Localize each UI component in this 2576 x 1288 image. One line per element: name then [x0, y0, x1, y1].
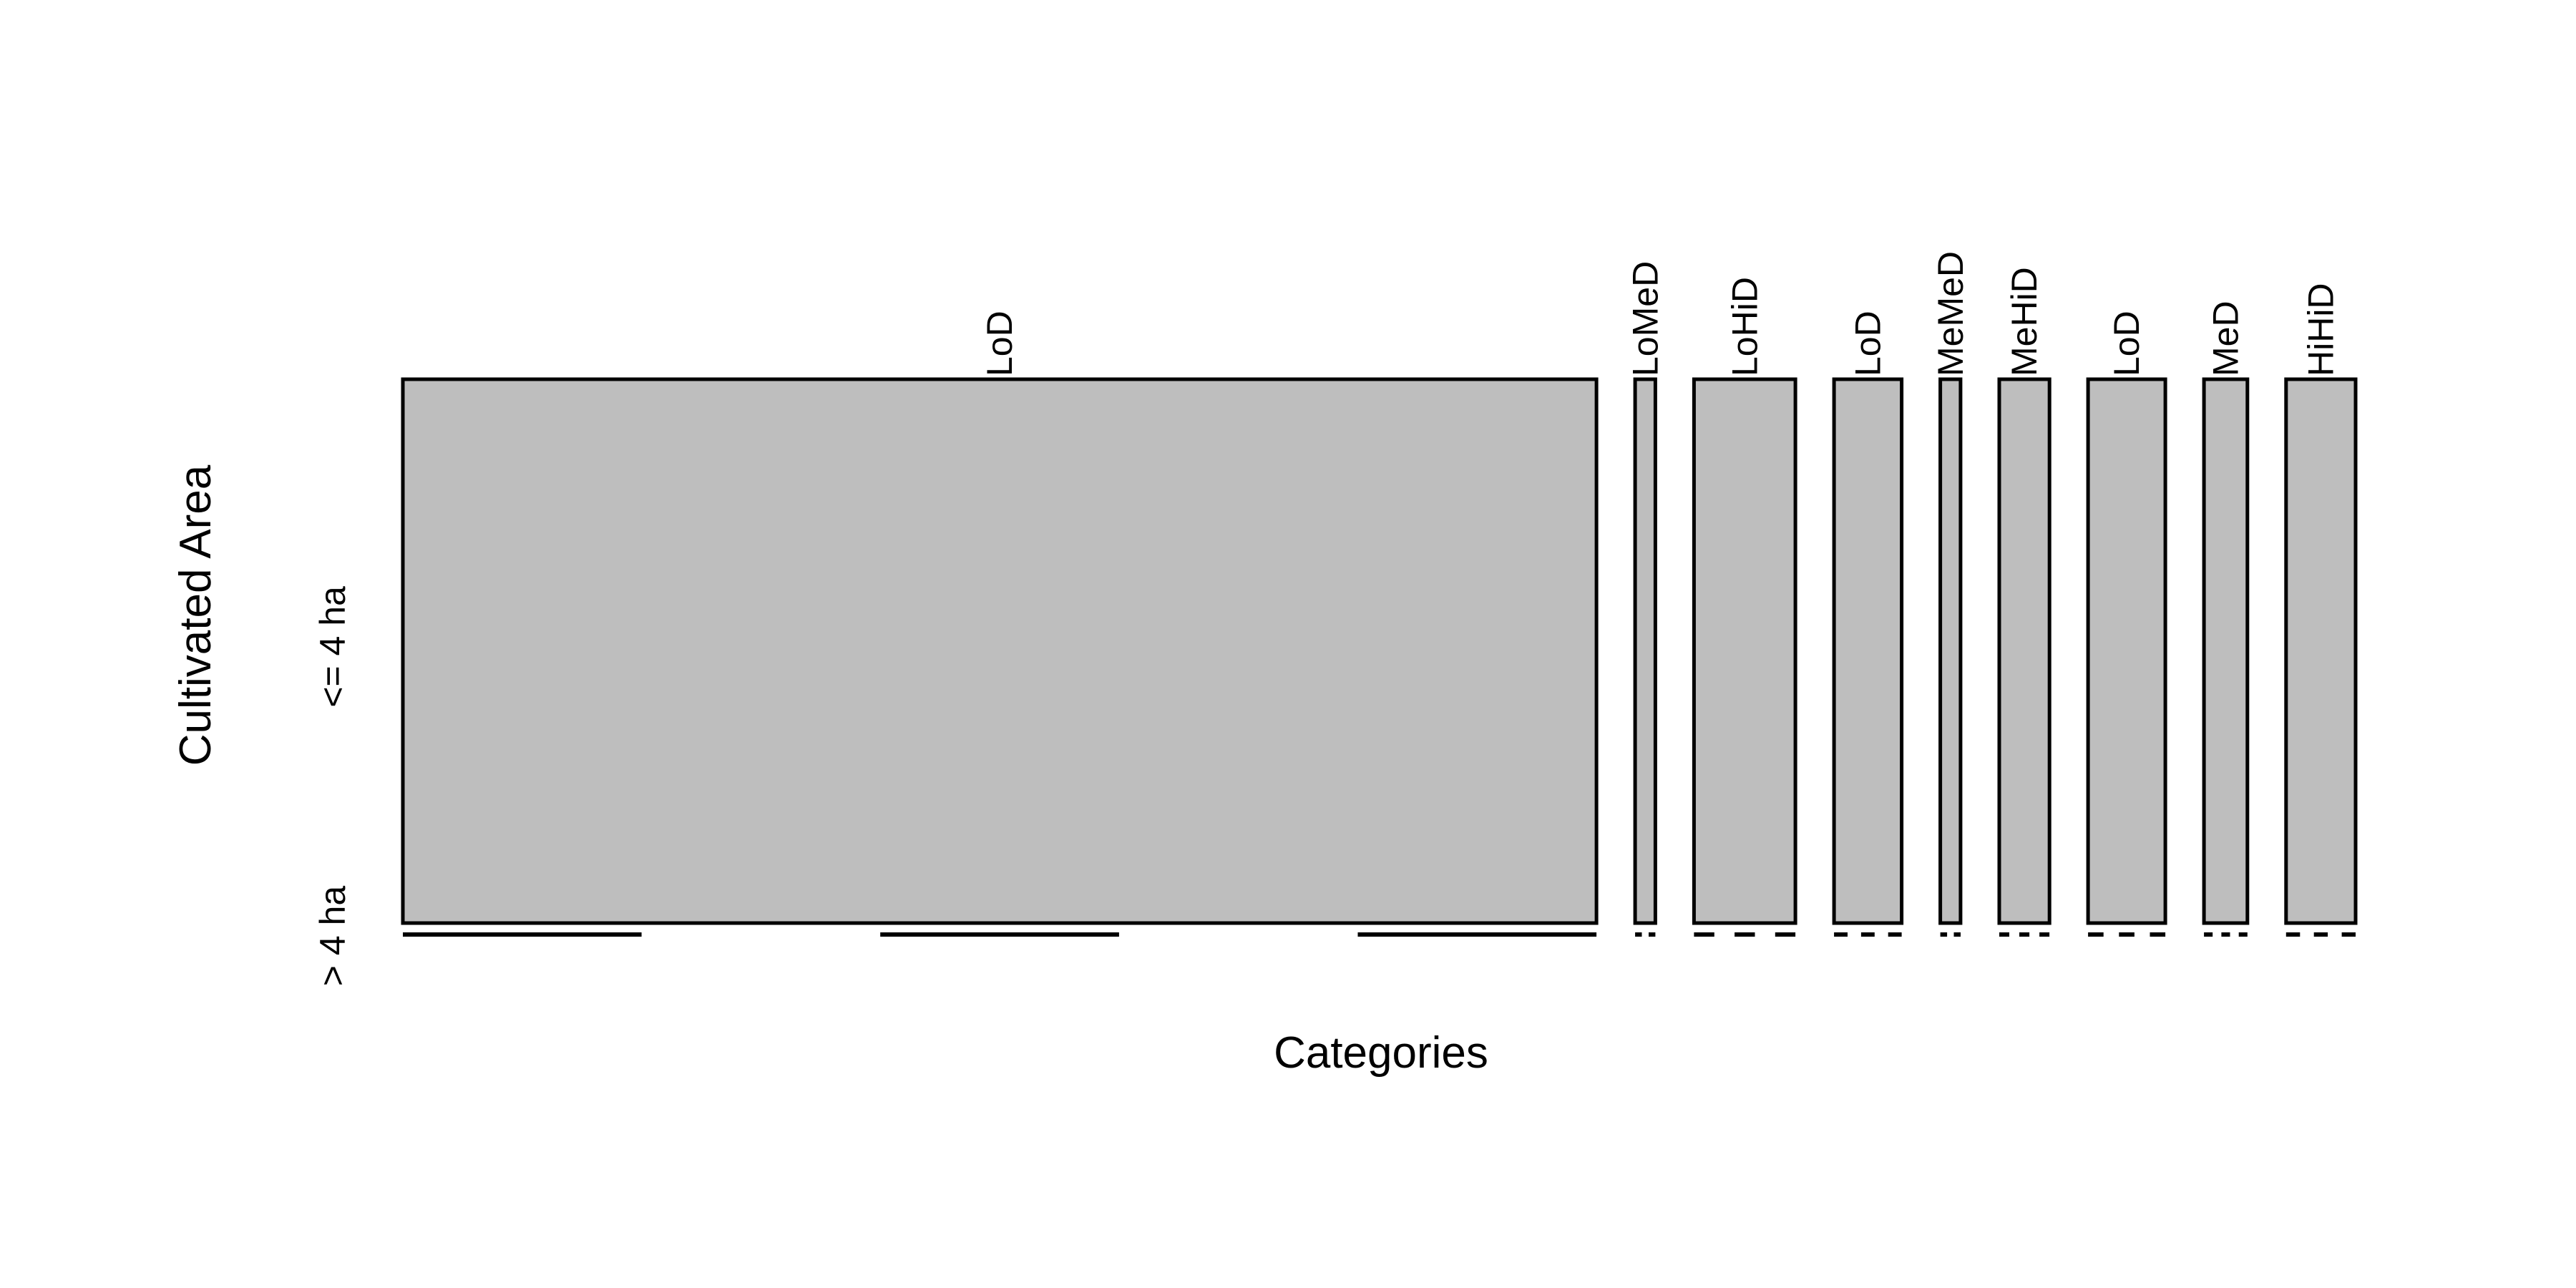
category-label-9: HiHiD: [2301, 283, 2341, 376]
x-axis-title: Categories: [1274, 1028, 1488, 1078]
mosaic-tile-1: [403, 379, 1596, 923]
mosaic-tile-6: [1999, 379, 2049, 923]
mosaic-tile-7: [2088, 379, 2165, 923]
mosaic-tile-9: [2286, 379, 2356, 923]
mosaic-tile-8: [2204, 379, 2248, 923]
category-label-6: MeHiD: [2004, 267, 2044, 376]
category-label-8: MeD: [2205, 301, 2246, 376]
category-labels: [980, 251, 2341, 376]
category-label-1: LoD: [980, 311, 1020, 376]
mosaic-tiles: [403, 379, 2356, 923]
category-label-3: LoHiD: [1724, 277, 1765, 376]
category-label-5: MeMeD: [1930, 250, 1971, 376]
mosaic-tile-4: [1834, 379, 1902, 923]
y-level-label-bottom: > 4 ha: [313, 885, 353, 987]
mosaic-tile-5: [1941, 379, 1961, 923]
category-label-4: LoD: [1848, 311, 1888, 376]
mosaic-tile-3: [1694, 379, 1795, 923]
y-axis-title: Cultivated Area: [171, 464, 220, 766]
category-label-2: LoMeD: [1625, 260, 1666, 376]
category-label-7: LoD: [2107, 311, 2147, 376]
y-level-label-top: <= 4 ha: [313, 586, 353, 708]
mosaic-tile-2: [1635, 379, 1655, 923]
